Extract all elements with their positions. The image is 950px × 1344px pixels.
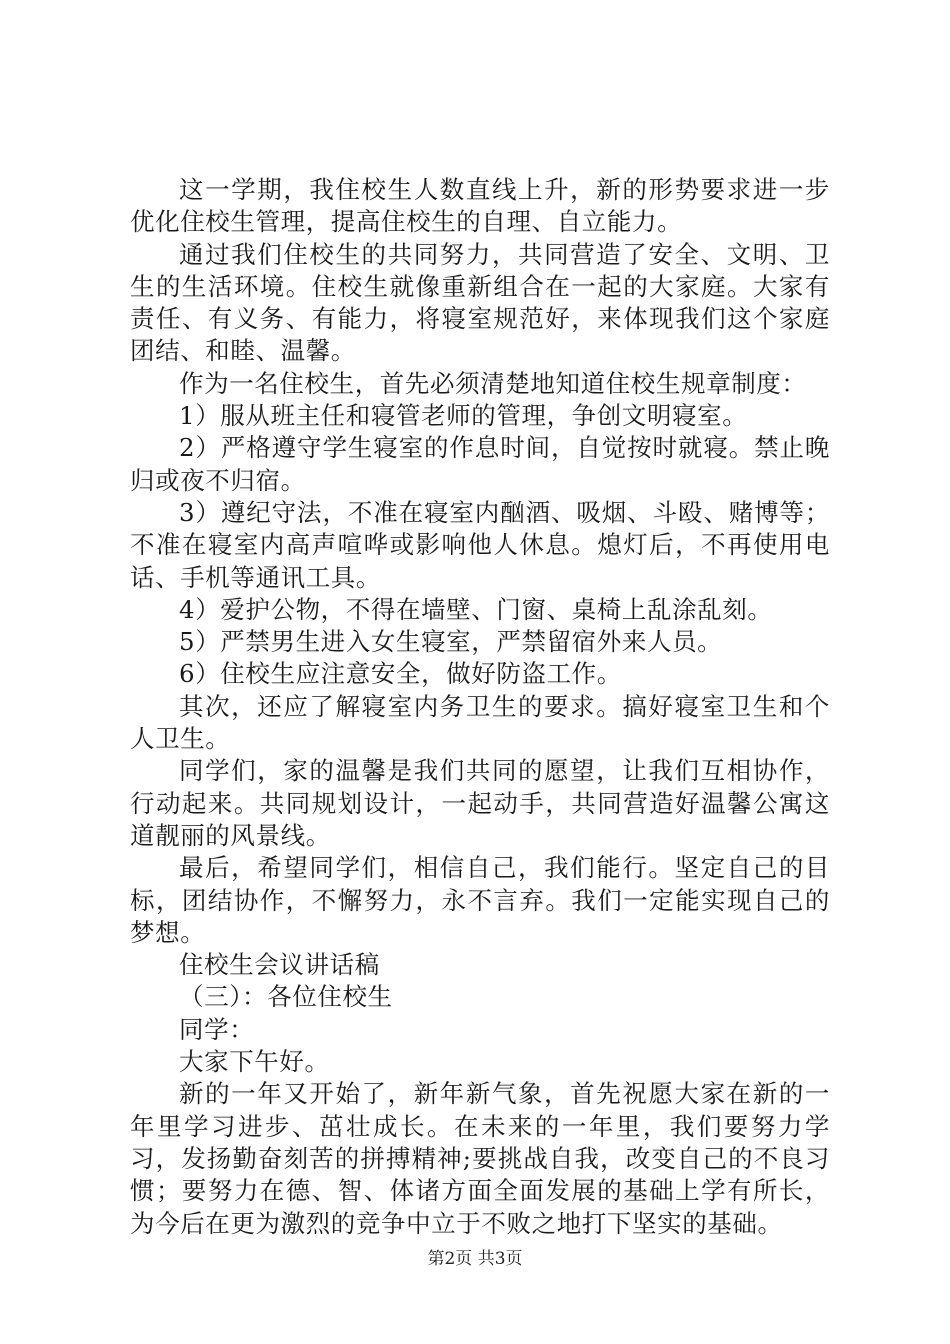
rule-item: 6）住校生应注意安全，做好防盗工作。 [179,659,622,689]
salutation: 同学： [179,1014,255,1044]
paragraph: 其次，还应了解寝室内务卫生的要求。搞好寝室卫生和个人卫生。 [130,691,830,754]
page-number-footer: 第2页 共3页 [427,1249,523,1269]
paragraph: 最后，希望同学们，相信自己，我们能行。坚定自己的目标，团结协作，不懈努力，永不言弃。我们一定能实现自己的梦想。 [130,853,830,947]
rule-item: 2）严格遵守学生寝室的作息时间，自觉按时就寝。禁止晚归或夜不归宿。 [130,433,830,495]
document-body [130,174,830,1240]
paragraph: 新的一年又开始了，新年新气象，首先祝愿大家在新的一年里学习进步、茁壮成长。在未来的一年里，我们要努力学习，发扬勤奋刻苦的拼搏精神;要挑战自我，改变自己的不良习惯；要努力在德、智、体诸方面全面发展的基础上学有所长，为今后在更为激烈的竞争中立于不败之地打下坚实的基础。 [130,1079,830,1238]
rule-item: 5）严禁男生进入女生寝室，严禁留宿外来人员。 [179,627,723,657]
rule-item: 1）服从班主任和寝管老师的管理，争创文明寝室。 [179,401,748,431]
greeting: 大家下午好。 [179,1047,330,1077]
section-subtitle: （三）：各位住校生 [179,982,393,1012]
paragraph: 作为一名住校生，首先必须清楚地知道住校生规章制度： [179,368,807,398]
rule-item: 3）遵纪守法，不准在寝室内酗酒、吸烟、斗殴、赌博等；不准在寝室内高声喧哗或影响他人休息。熄灯后，不再使用电话、手机等通讯工具。 [130,497,830,592]
paragraph: 通过我们住校生的共同努力，共同营造了安全、文明、卫生的生活环境。住校生就像重新组合在一起的大家庭。大家有责任、有义务、有能力，将寝室规范好，来体现我们这个家庭团结、和睦、温馨。 [130,239,830,366]
paragraph: 同学们，家的温馨是我们共同的愿望，让我们互相协作，行动起来。共同规划设计，一起动手，共同营造好温馨公寓这道靓丽的风景线。 [130,756,830,850]
section-title: 住校生会议讲话稿 [179,950,380,980]
rule-item: 4）爱护公物，不得在墙壁、门窗、桌椅上乱涂乱刻。 [179,594,773,624]
paragraph: 这一学期，我住校生人数直线上升，新的形势要求进一步优化住校生管理，提高住校生的自理、自立能力。 [130,175,830,237]
